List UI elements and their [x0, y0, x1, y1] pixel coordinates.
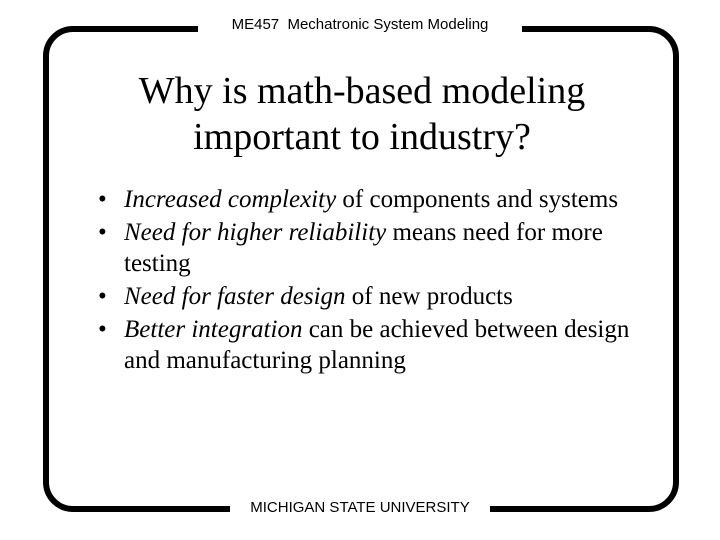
bullet-text: means need for more testing [124, 219, 603, 277]
bullet-text: can be achieved between design and manufacturing planning [124, 316, 630, 374]
bullet-emphasis: Increased complexity [124, 186, 337, 213]
bullet-item [98, 184, 638, 215]
slide-title [60, 68, 664, 160]
title-line-1: Why is math-based modeling [138, 70, 586, 112]
bullet-list [98, 184, 638, 378]
bullet-item [98, 217, 638, 279]
bullet-emphasis: Better integration [124, 316, 303, 343]
university-footer: MICHIGAN STATE UNIVERSITY [230, 496, 490, 520]
title-line-2: important to industry? [193, 116, 531, 158]
bullet-item [98, 281, 638, 312]
course-header: ME457 Mechatronic System Modeling [198, 13, 522, 37]
bullet-icon: • [98, 283, 107, 310]
bullet-text: of components and systems [336, 186, 619, 213]
bullet-emphasis: Need for faster design [124, 283, 346, 310]
bullet-icon: • [98, 219, 107, 246]
bullet-text: of new products [345, 283, 513, 310]
bullet-icon: • [98, 186, 107, 213]
bullet-emphasis: Need for higher reliability [124, 219, 387, 246]
bullet-icon: • [98, 316, 107, 343]
bullet-item [98, 314, 638, 376]
